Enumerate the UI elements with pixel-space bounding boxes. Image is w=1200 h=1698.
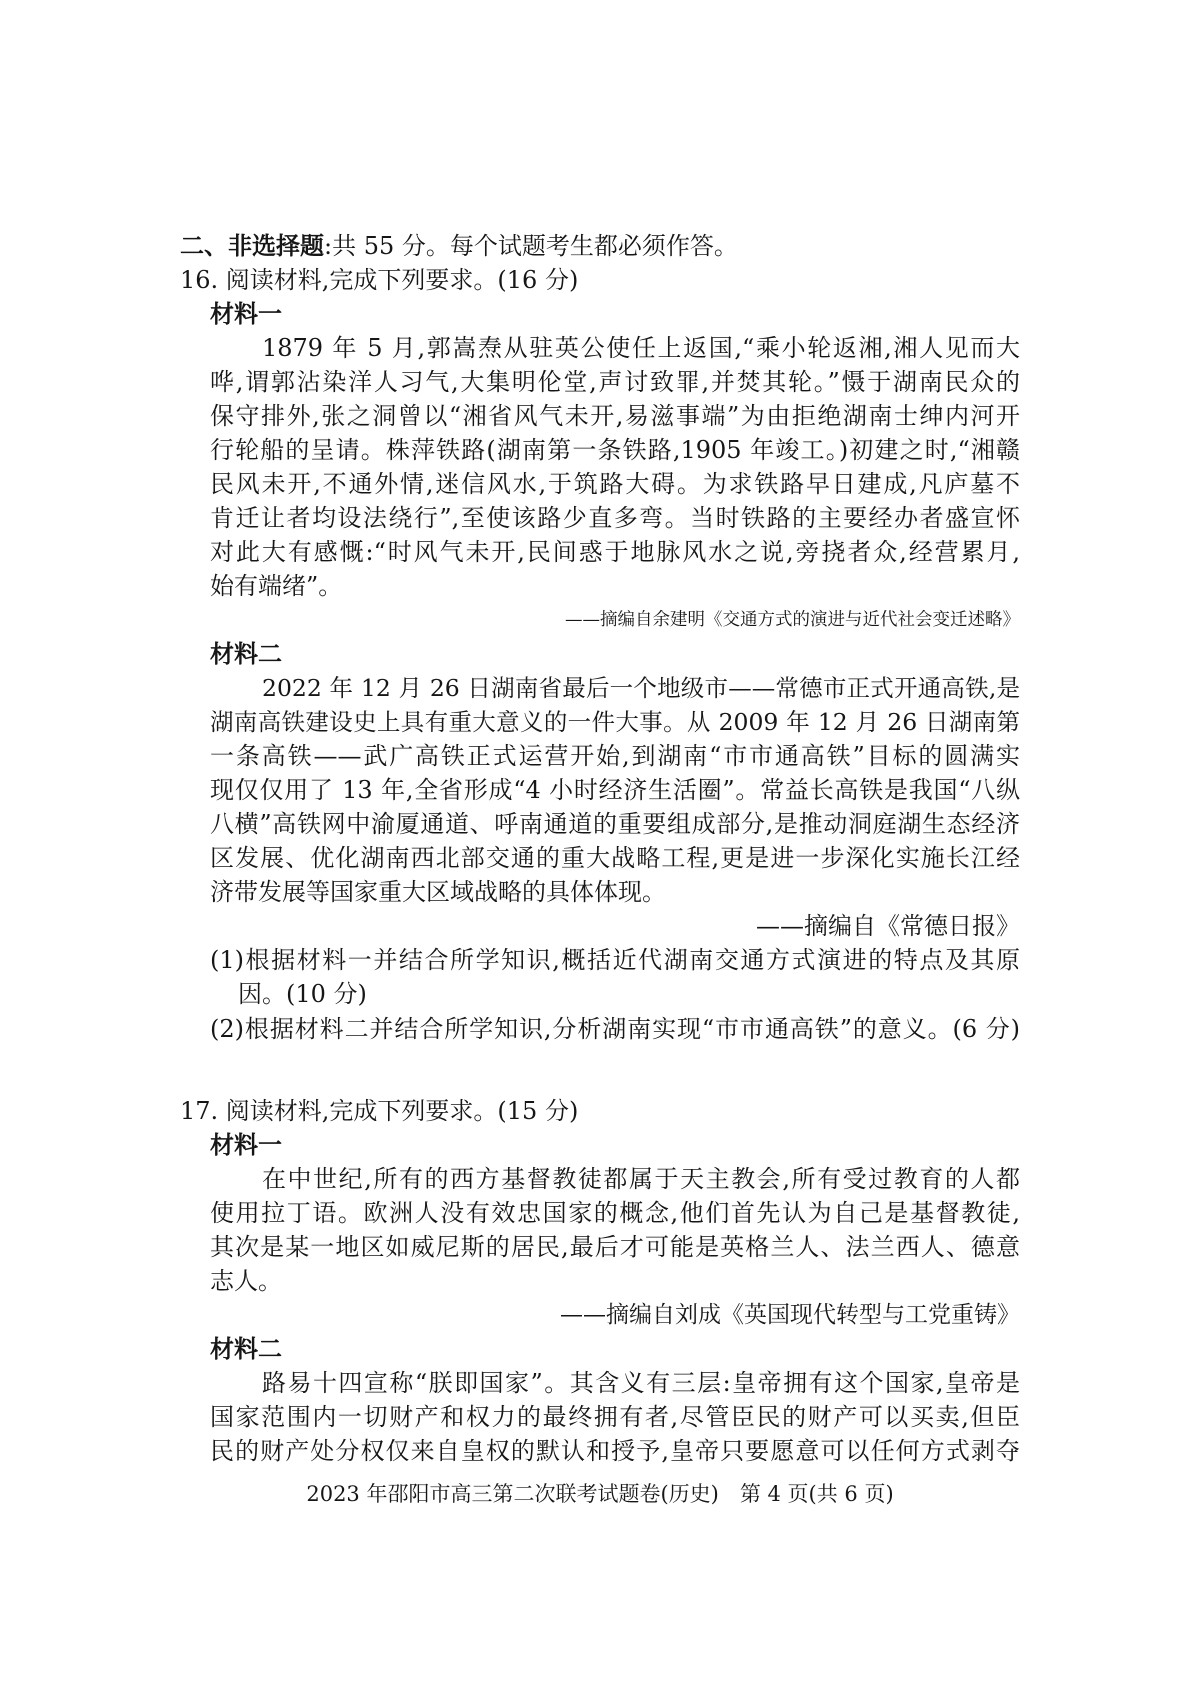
page-footer: 2023 年邵阳市高三第二次联考试题卷(历史) 第 4 页(共 6 页) <box>306 1482 894 1506</box>
question-17-title: 17. 阅读材料,完成下列要求。(15 分) <box>180 1097 579 1125</box>
q16-m2-source: ——摘编自《常德日报》 <box>756 912 1020 940</box>
q17-m1-line: 在中世纪,所有的西方基督教徒都属于天主教会,所有受过教育的人都 <box>262 1165 1020 1193</box>
q16-m2-line: 现仅仅用了 13 年,全省形成“4 小时经济生活圈”。常益长高铁是我国“八纵 <box>210 776 1020 804</box>
q17-m1-source: ——摘编自刘成《英国现代转型与工党重铸》 <box>560 1302 1020 1328</box>
q16-m2-line: 2022 年 12 月 26 日湖南省最后一个地级市——常德市正式开通高铁,是 <box>262 674 1020 702</box>
q17-m1-line: 志人。 <box>210 1267 282 1295</box>
q17-m2-line: 路易十四宣称“朕即国家”。其含义有三层:皇帝拥有这个国家,皇帝是 <box>262 1369 1020 1397</box>
q16-m1-line: 对此大有感慨:“时风气未开,民间惑于地脉风水之说,旁挠者众,经营累月, <box>210 538 1020 566</box>
section-description: :共 55 分。每个试题考生都必须作答。 <box>324 232 738 260</box>
q16-m2-line: 八横”高铁网中渝厦通道、呼南通道的重要组成部分,是推动洞庭湖生态经济 <box>210 810 1020 838</box>
q16-m1-line: 行轮船的呈请。株萍铁路(湖南第一条铁路,1905 年竣工。)初建之时,“湘赣 <box>210 436 1020 464</box>
q17-material-2-label: 材料二 <box>210 1335 282 1363</box>
q16-sub-question-1-cont: 因。(10 分) <box>238 980 367 1008</box>
q16-m2-line: 湖南高铁建设史上具有重大意义的一件大事。从 2009 年 12 月 26 日湖南第 <box>210 708 1020 736</box>
q16-m1-line: 哗,谓郭沾染洋人习气,大集明伦堂,声讨致罪,并焚其轮。”慑于湖南民众的 <box>210 368 1020 396</box>
q16-m1-line: 肯迁让者均设法绕行”,至使该路少直多弯。当时铁路的主要经办者盛宣怀 <box>210 504 1020 532</box>
section-title: 二、非选择题 <box>180 232 324 260</box>
q16-m1-line: 保守排外,张之洞曾以“湘省风气未开,易滋事端”为由拒绝湖南士绅内河开 <box>210 402 1020 430</box>
q16-m1-line: 1879 年 5 月,郭嵩焘从驻英公使任上返国,“乘小轮返湘,湘人见而大 <box>262 334 1020 362</box>
q17-m2-line: 民的财产处分权仅来自皇权的默认和授予,皇帝只要愿意可以任何方式剥夺 <box>210 1437 1020 1465</box>
q16-material-2-label: 材料二 <box>210 640 282 668</box>
q17-m2-line: 国家范围内一切财产和权力的最终拥有者,尽管臣民的财产可以买卖,但臣 <box>210 1403 1020 1431</box>
question-16-title: 16. 阅读材料,完成下列要求。(16 分) <box>180 266 579 294</box>
section-heading <box>180 230 738 262</box>
q17-material-1-label: 材料一 <box>210 1131 282 1159</box>
q16-m2-line: 一条高铁——武广高铁正式运营开始,到湖南“市市通高铁”目标的圆满实 <box>210 742 1020 770</box>
q17-m1-line: 使用拉丁语。欧洲人没有效忠国家的概念,他们首先认为自己是基督教徒, <box>210 1199 1020 1227</box>
q16-m2-line: 区发展、优化湖南西北部交通的重大战略工程,更是进一步深化实施长江经 <box>210 844 1020 872</box>
q17-m1-line: 其次是某一地区如威尼斯的居民,最后才可能是英格兰人、法兰西人、德意 <box>210 1233 1020 1261</box>
q16-m2-line: 济带发展等国家重大区域战略的具体体现。 <box>210 878 666 906</box>
q16-sub-question-2: (2)根据材料二并结合所学知识,分析湖南实现“市市通高铁”的意义。(6 分) <box>210 1015 1020 1043</box>
q16-m1-line: 民风未开,不通外情,迷信风水,于筑路大碍。为求铁路早日建成,凡庐墓不 <box>210 470 1020 498</box>
q16-m1-line: 始有端绪”。 <box>210 572 343 600</box>
q16-m1-source: ——摘编自余建明《交通方式的演进与近代社会变迁述略》 <box>565 610 1020 630</box>
q16-material-1-label: 材料一 <box>210 300 282 328</box>
q16-sub-question-1: (1)根据材料一并结合所学知识,概括近代湖南交通方式演进的特点及其原 <box>210 946 1020 974</box>
